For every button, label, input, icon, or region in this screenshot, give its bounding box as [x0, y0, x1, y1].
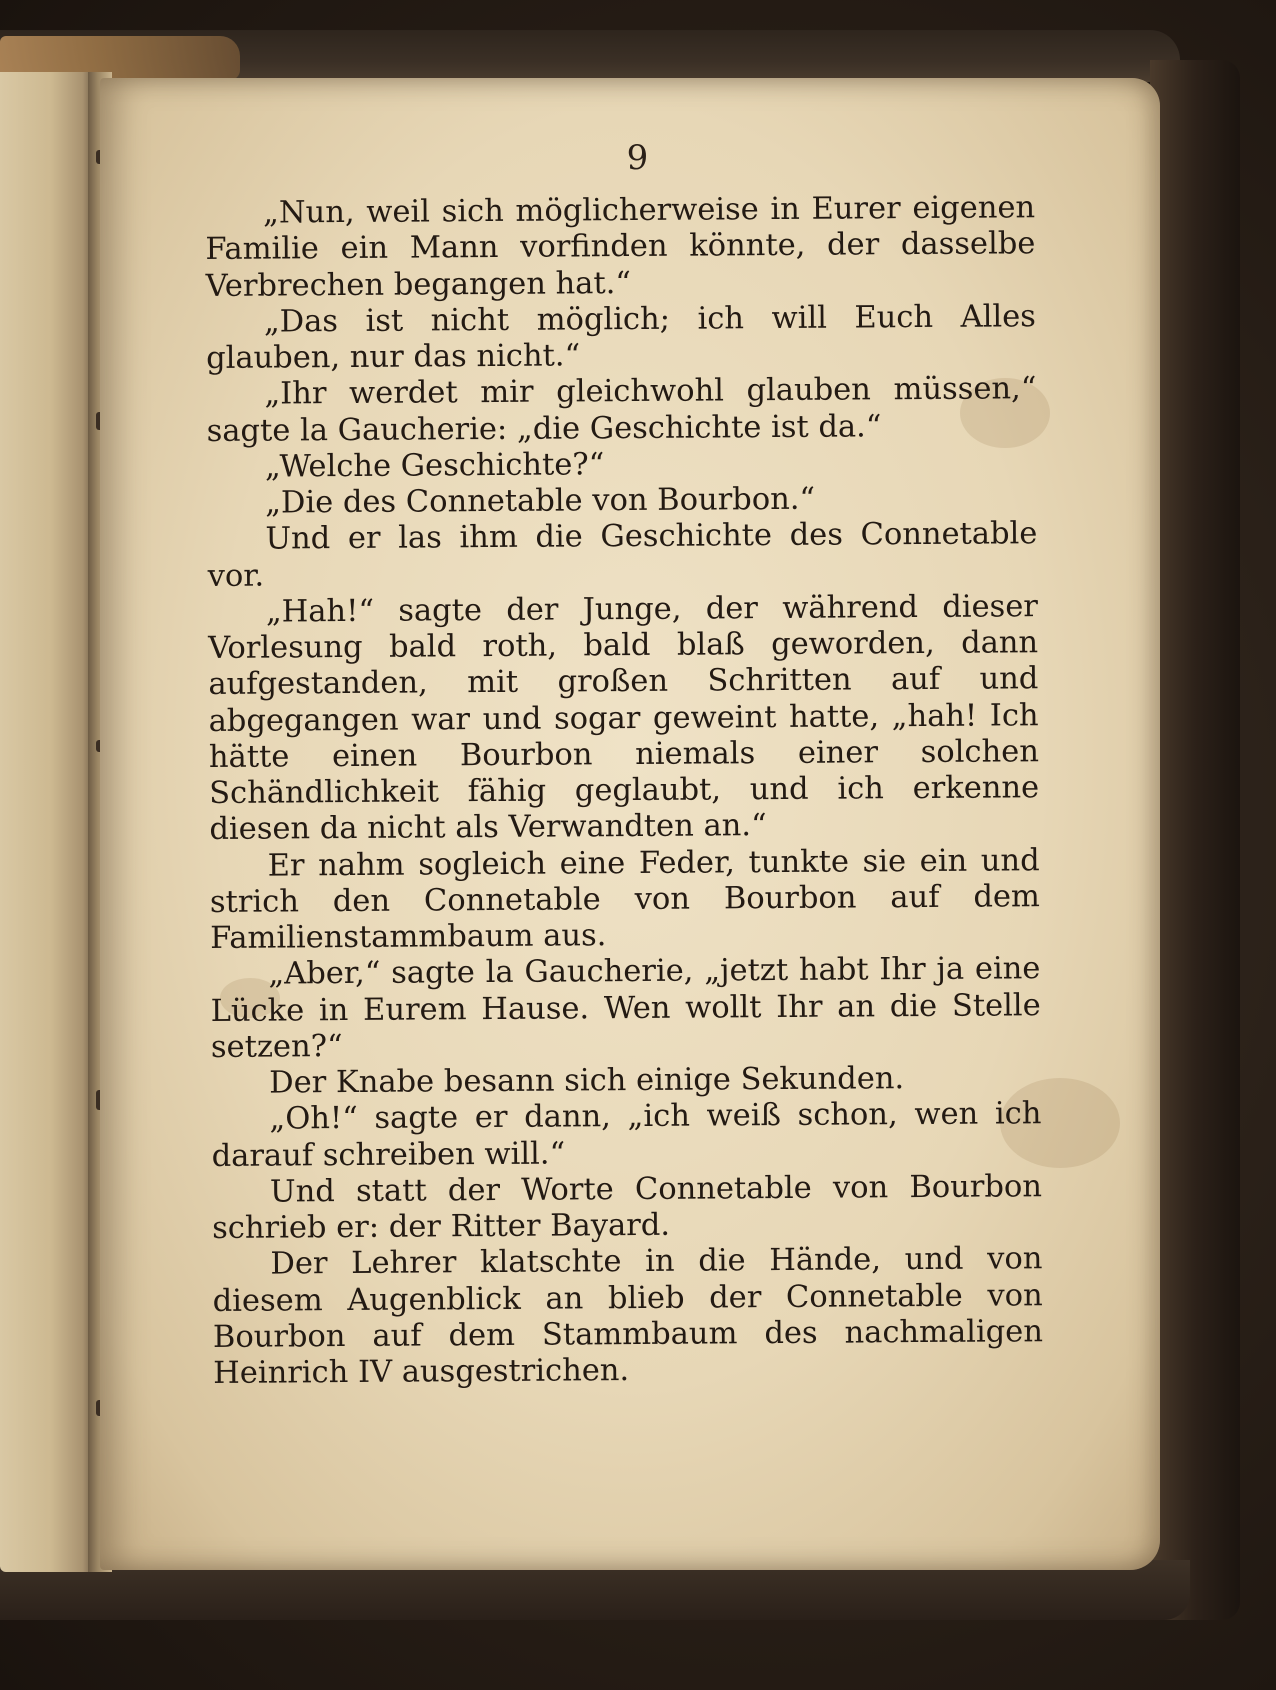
paragraph: Der Knabe besann sich einige Sekunden.: [269, 1061, 905, 1101]
page-number: 9: [626, 138, 650, 178]
paragraph: Er nahm sogleich eine Feder, tunkte sie ein und strich den Connetable von Bourbon auf dem Familienstammbaum aus.: [209, 842, 1041, 956]
paragraph: „Ihr werdet mir gleichwohl glauben müssen,“ sagte la Gaucherie: „die Geschichte ist da.“: [206, 371, 1037, 449]
paragraph: Der Lehrer klatschte in die Hände, und von diesem Augenblick an blieb der Connetable von Bourbon auf dem Stammbaum des nachmaligen Heinrich IV ausgestrichen.: [212, 1241, 1044, 1391]
paragraph: „Hah!“ sagte der Junge, der während dieser Vorlesung bald roth, bald blaß geworden, dann aufgestanden, mit großen Schritten auf und abgegangen war und sogar geweint hatte, „hah! Ich hätte einen Bourbon niemals einer solchen Schändlichkeit fähig geglaubt, und ich erkenne diesen da nicht als Verwandten an.“: [208, 588, 1040, 848]
paragraph: „Die des Connetable von Bourbon.“: [265, 481, 816, 521]
paragraph: Und statt der Worte Connetable von Bourbon schrieb er: der Ritter Bayard.: [212, 1168, 1043, 1246]
paragraph: „Das ist nicht möglich; ich will Euch Alles glauben, nur das nicht.“: [206, 298, 1036, 376]
paragraph: „Oh!“ sagte er dann, „ich weiß schon, wen ich darauf schreiben will.“: [211, 1096, 1042, 1174]
book-cover-right-edge: [1150, 60, 1240, 1620]
body-text: [205, 190, 1043, 1392]
paragraph: Und er las ihm die Geschichte des Connetable vor.: [207, 516, 1038, 594]
paragraph: „Aber,“ sagte la Gaucherie, „jetzt habt Ihr ja eine Lücke in Eurem Hause. Wen wollt Ihr an die Stelle setzen?“: [210, 951, 1041, 1065]
left-page-edge: [0, 72, 92, 1572]
paragraph: „Nun, weil sich möglicherweise in Eurer eigenen Familie ein Mann vorfinden könnte, der dasselbe Verbrechen begangen hat.“: [205, 190, 1036, 304]
paragraph: „Welche Geschichte?“: [264, 446, 605, 485]
